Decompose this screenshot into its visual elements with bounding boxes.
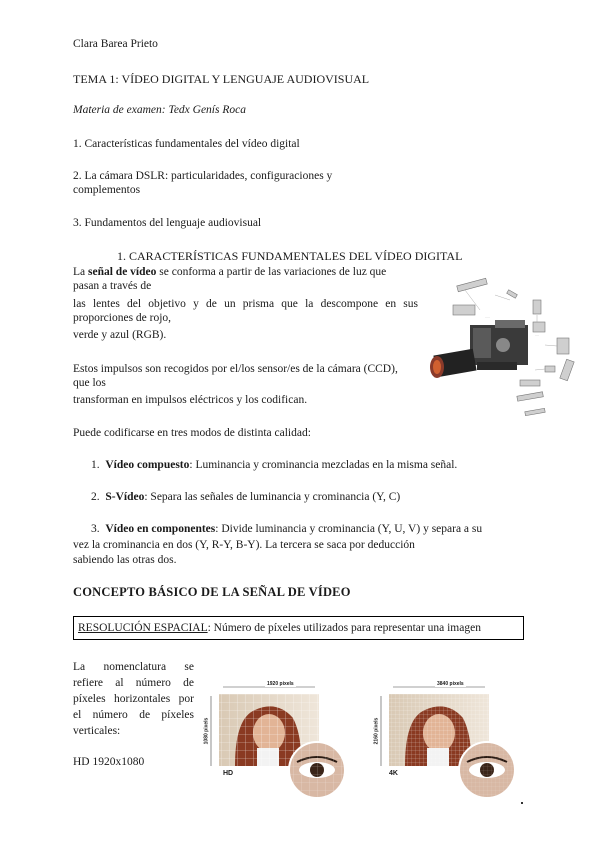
hd-example: HD 1920x1080 — [73, 756, 145, 768]
svg-text:·····: ····· — [485, 315, 490, 319]
p1-line3: las lentes del objetivo y de un prisma que la descompone en sus — [73, 298, 418, 310]
toc-item-3: 3. Fundamentos del lenguaje audiovisual — [73, 217, 262, 229]
mode-2: 2. S-Vídeo: Separa las señales de luminancia y crominancia (Y, C) — [91, 491, 401, 503]
section1-heading: 1. CARACTERÍSTICAS FUNDAMENTALES DEL VÍDEO DIGITAL — [117, 249, 463, 263]
nomenclature-first-line: La nomenclatura se — [73, 661, 194, 673]
p1-line1: La señal de vídeo se conforma a partir de las variaciones de luz que — [73, 266, 387, 278]
hd-top-label: 1920 pixels — [267, 681, 294, 687]
4k-top-label: 3840 pixels — [437, 681, 464, 687]
p2-line3: transforman en impulsos eléctricos y los codifican. — [73, 394, 308, 406]
page-title: TEMA 1: VÍDEO DIGITAL Y LENGUAJE AUDIOVISUAL — [73, 72, 370, 86]
p1-line2: pasan a través de — [73, 280, 152, 292]
p2-line2: que los — [73, 377, 106, 389]
nomenclature-line-2: refiere al número de — [73, 677, 194, 689]
4k-side-label: 2160 pixels — [373, 717, 380, 745]
camera-diagram-image — [425, 270, 585, 430]
p1-line5: verde y azul (RGB). — [73, 329, 167, 341]
hd-resolution-image — [205, 678, 355, 800]
nomenclature-line-5: verticales: — [73, 725, 121, 737]
p2-line1: Estos impulsos son recogidos por el/los sensor/es de la cámara (CCD), — [73, 363, 398, 375]
mode-1: 1. Vídeo compuesto: Luminancia y crominancia mezcladas en la misma señal. — [91, 459, 458, 471]
svg-text:····: ···· — [535, 333, 539, 337]
author-name: Clara Barea Prieto — [73, 38, 158, 50]
p1-line4: proporciones de rojo, — [73, 312, 172, 324]
hd-corner-label: HD — [223, 770, 234, 777]
mode-3: 3. Vídeo en componentes: Divide luminancia y crominancia (Y, U, V) y separa a su — [91, 523, 483, 535]
toc-item-2: 2. La cámara DSLR: particularidades, configuraciones y — [73, 170, 333, 182]
nomenclature-line-4: el número de píxeles — [73, 709, 194, 721]
4k-resolution-image — [375, 678, 525, 800]
page-dot — [521, 802, 523, 804]
spatial-resolution-box: RESOLUCIÓN ESPACIAL: Número de píxeles utilizados para representar una imagen — [73, 616, 524, 640]
toc-item-1: 1. Características fundamentales del vídeo digital — [73, 138, 300, 150]
hd-side-label: 1080 pixels — [203, 717, 210, 745]
nomenclature-line-3: píxeles horizontales por — [73, 693, 194, 705]
mode-3-line2: vez la crominancia en dos (Y, R-Y, B-Y). La tercera se saca por deducción — [73, 539, 415, 551]
subtitle: Materia de examen: Tedx Genís Roca — [73, 104, 246, 116]
4k-corner-label: 4K — [389, 770, 398, 777]
toc-item-2-cont: complementos — [73, 184, 141, 196]
mode-3-line3: sabiendo las otras dos. — [73, 554, 177, 566]
section2-heading: CONCEPTO BÁSICO DE LA SEÑAL DE VÍDEO — [73, 585, 351, 599]
p3: Puede codificarse en tres modos de distinta calidad: — [73, 427, 311, 439]
